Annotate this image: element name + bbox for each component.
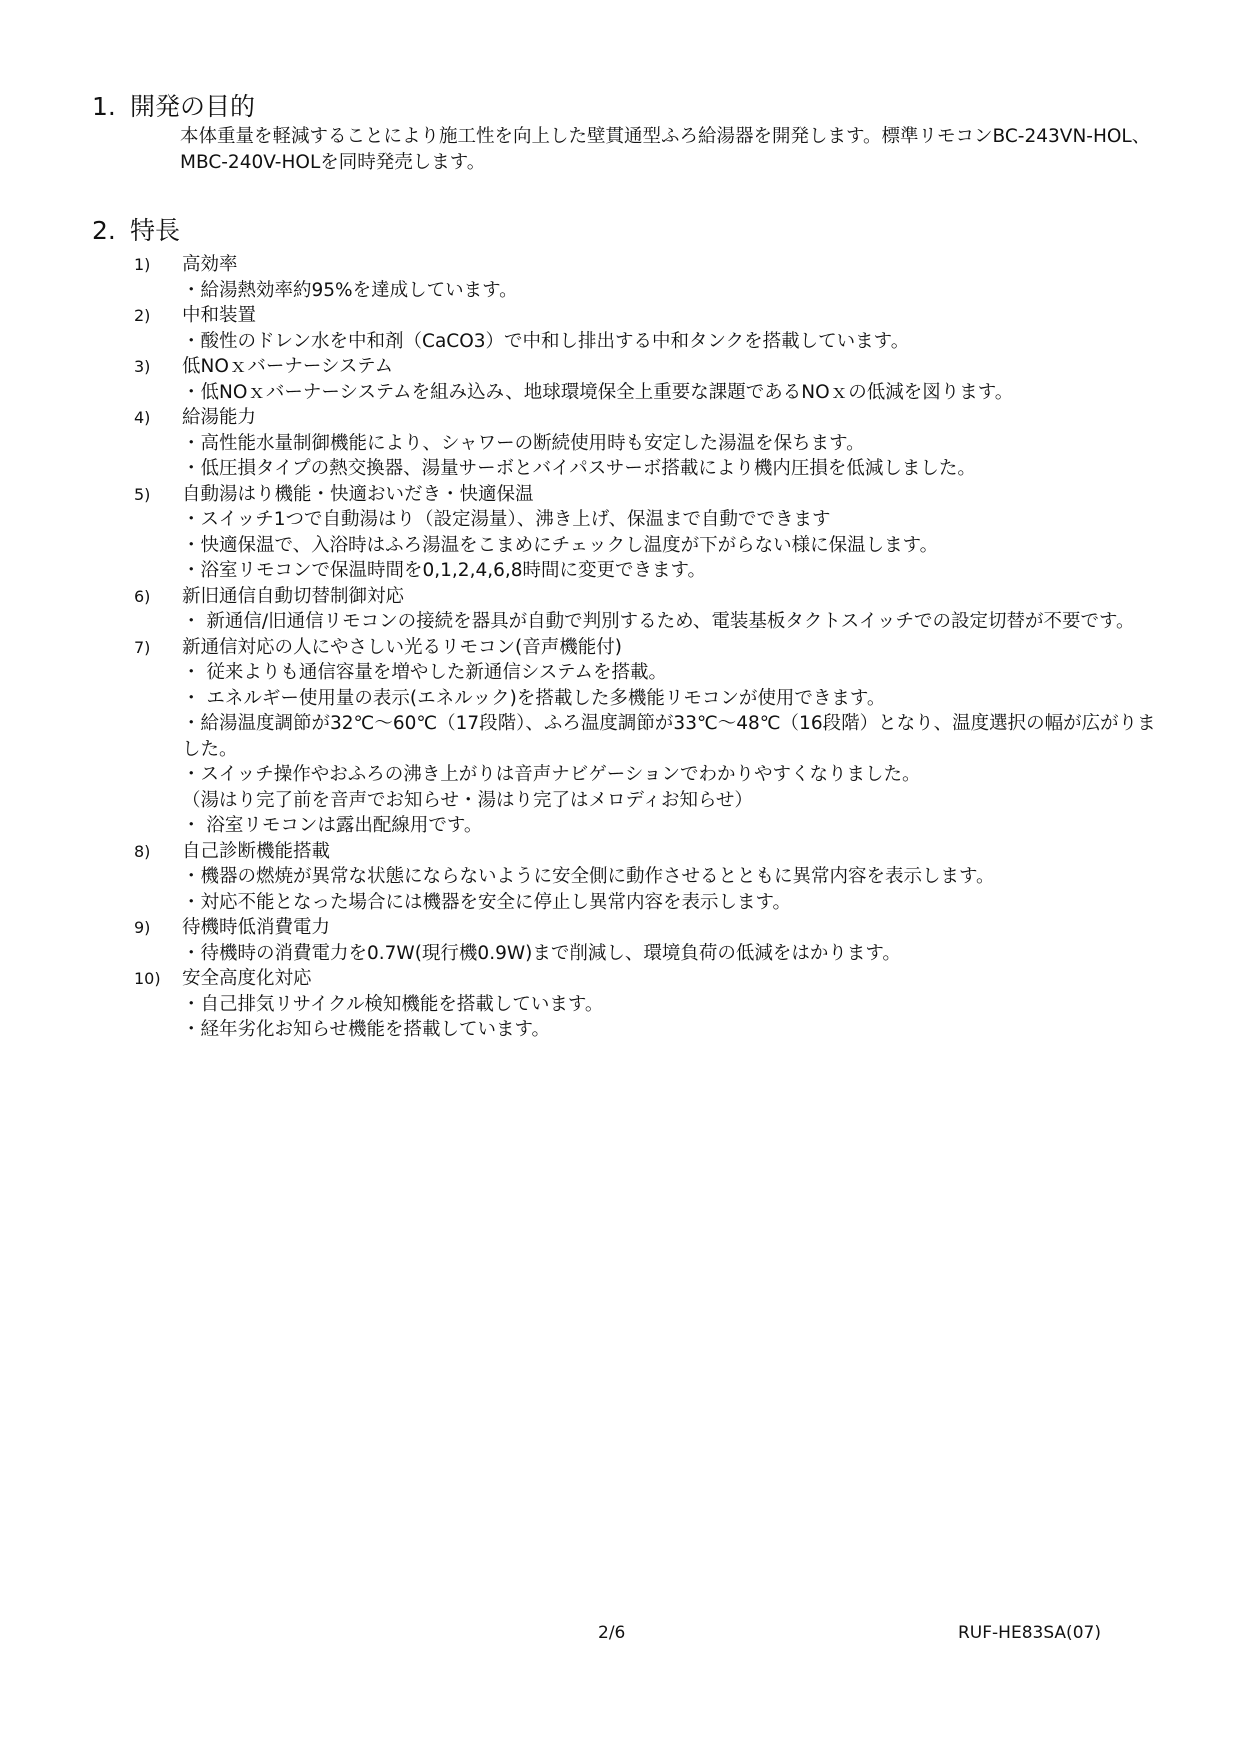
feature-heading (92, 354, 1167, 380)
feature-item (92, 915, 1167, 966)
feature-description-line: ・低圧損タイプの熱交換器、湯量サーボとバイパスサーボ搭載により機内圧損を低減しました。 (182, 458, 976, 479)
feature-number: 8) (134, 841, 151, 861)
feature-heading (92, 303, 1167, 329)
feature-heading (92, 635, 1167, 661)
feature-title: 給湯能力 (182, 407, 257, 428)
section-2-number: 2. (92, 216, 116, 245)
feature-title: 中和装置 (182, 305, 257, 326)
feature-item (92, 584, 1167, 635)
feature-item (92, 839, 1167, 916)
feature-title: 低NOｘバーナーシステム (182, 356, 394, 377)
feature-description-line: ・スイッチ1つで自動湯はり（設定湯量）、沸き上げ、保温まで自動でできます (182, 509, 831, 530)
feature-description-line: ・高性能水量制御機能により、シャワーの断続使用時も安定した湯温を保ちます。 (182, 432, 865, 454)
feature-number: 4) (134, 408, 151, 427)
feature-number: 6) (134, 586, 151, 606)
feature-description-line: ・給湯熱効率約95%を達成しています。 (182, 279, 518, 301)
feature-number: 9) (134, 918, 151, 937)
feature-item (92, 405, 1167, 482)
feature-title: 自動湯はり機能・快適おいだき・快適保温 (182, 483, 534, 505)
feature-description-line: ・対応不能となった場合には機器を安全に停止し異常内容を表示します。 (182, 891, 792, 913)
feature-item (92, 303, 1167, 354)
feature-description-line: ・給湯温度調節が32℃～60℃（17段階）、ふろ温度調節が33℃～48℃（16段階）となり、温度選択の幅が広がりました。 (182, 713, 1156, 760)
feature-number: 3) (134, 357, 151, 376)
feature-description-line: ・機器の燃焼が異常な状態にならないように安全側に動作させるとともに異常内容を表示します。 (182, 866, 995, 887)
feature-description-line: ・快適保温で、入浴時はふろ湯温をこまめにチェックし温度が下がらない様に保温します。 (182, 534, 939, 556)
feature-item (92, 354, 1167, 405)
feature-description-line: ・ 浴室リモコンは露出配線用です。 (182, 815, 483, 836)
feature-description-line: ・自己排気リサイクル検知機能を搭載しています。 (182, 993, 604, 1015)
feature-heading (92, 584, 1167, 610)
feature-heading (92, 966, 1167, 992)
feature-heading (92, 252, 1167, 278)
feature-title: 自己診断機能搭載 (182, 840, 331, 862)
feature-description-line: ・ エネルギー使用量の表示(エネルック)を搭載した多機能リモコンが使用できます。 (182, 687, 886, 709)
feature-number: 2) (134, 306, 151, 325)
feature-heading (92, 405, 1167, 431)
feature-title: 安全高度化対応 (182, 968, 312, 989)
feature-item (92, 635, 1167, 839)
section-2-heading (92, 214, 1167, 248)
feature-heading (92, 915, 1167, 941)
feature-description-line: ・待機時の消費電力を0.7W(現行機0.9W)まで削減し、環境負荷の低減をはかります。 (182, 942, 901, 964)
section-1-heading (92, 90, 1167, 124)
section-1-title: 開発の目的 (130, 92, 256, 121)
feature-title: 高効率 (182, 254, 238, 275)
feature-item (92, 482, 1167, 584)
document-body (92, 90, 1167, 1043)
feature-description-line: ・酸性のドレン水を中和剤（CaCO3）で中和し排出する中和タンクを搭載しています。 (182, 330, 910, 352)
feature-number: 1) (134, 255, 151, 274)
feature-list (92, 252, 1167, 1043)
feature-title: 待機時低消費電力 (182, 917, 331, 938)
feature-item (92, 966, 1167, 1043)
feature-heading (92, 482, 1167, 508)
feature-heading (92, 839, 1167, 865)
feature-number: 7) (134, 637, 151, 657)
section-2-title: 特長 (130, 216, 181, 245)
feature-description-line: ・ 新通信/旧通信リモコンの接続を器具が自動で判別するため、電装基板タクトスイッチでの設定切替が不要です。 (182, 611, 1135, 632)
document-code: RUF-HE83SA(07) (958, 1623, 1101, 1643)
feature-item (92, 252, 1167, 303)
feature-description-line: ・経年劣化お知らせ機能を搭載しています。 (182, 1019, 550, 1040)
feature-description-line: ・低NOｘバーナーシステムを組み込み、地球環境保全上重要な課題であるNOｘの低減を図ります。 (182, 381, 1014, 403)
section-1-number: 1. (92, 92, 116, 121)
feature-description-line: ・浴室リモコンで保温時間を0,1,2,4,6,8時間に変更できます。 (182, 560, 707, 581)
feature-description-line: ・スイッチ操作やおふろの沸き上がりは音声ナビゲーションでわかりやすくなりました。 (182, 764, 921, 785)
feature-description-line: （湯はり完了前を音声でお知らせ・湯はり完了はメロディお知らせ） (182, 789, 753, 811)
feature-title: 新旧通信自動切替制御対応 (182, 585, 405, 607)
feature-title: 新通信対応の人にやさしい光るリモコン(音声機能付) (182, 636, 622, 658)
section-1-body: 本体重量を軽減することにより施工性を向上した壁貫通型ふろ給湯器を開発します。標準リモコンBC-243VN-HOL、MBC-240V-HOLを同時発売します。 (180, 126, 1151, 173)
feature-number: 5) (134, 484, 151, 504)
feature-description-line: ・ 従来よりも通信容量を増やした新通信システムを搭載。 (182, 662, 668, 683)
page-number: 2/6 (598, 1623, 626, 1643)
feature-number: 10) (134, 969, 161, 988)
